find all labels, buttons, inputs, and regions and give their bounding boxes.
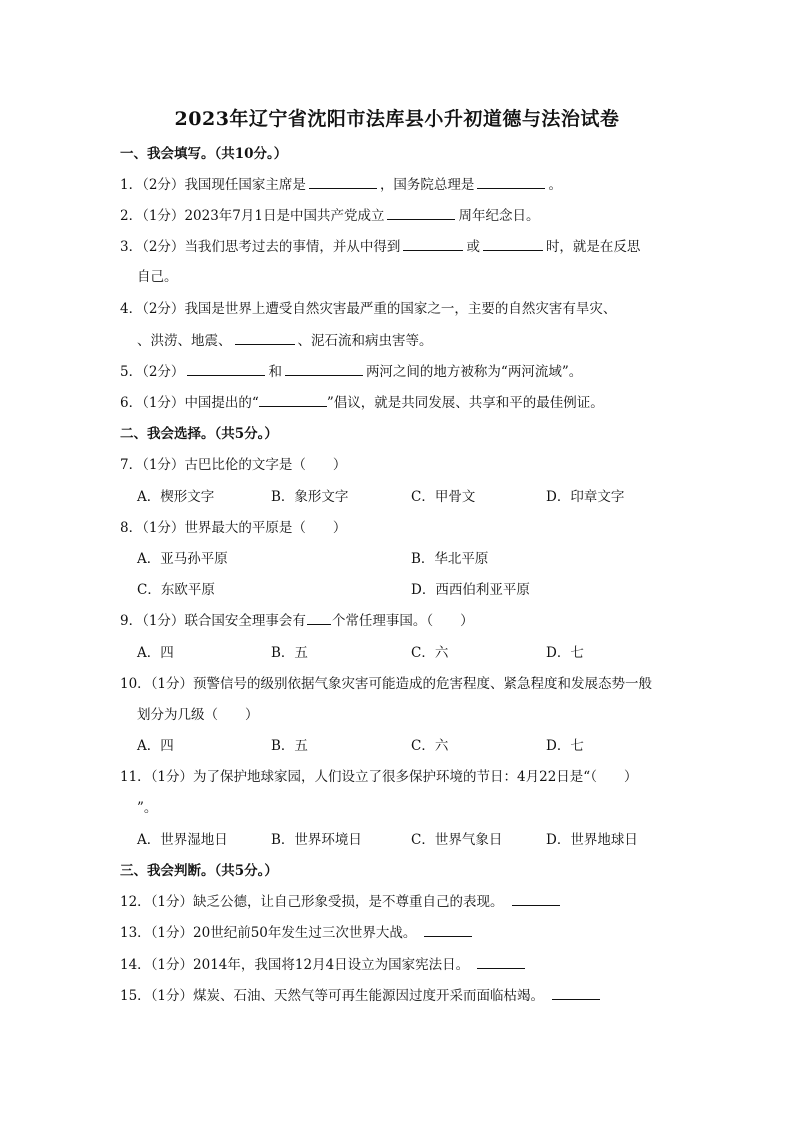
option-a[interactable]: A．世界湿地日 — [137, 832, 228, 848]
option-d[interactable]: D．世界地球日 — [546, 832, 638, 848]
exam-title: 2023年辽宁省沈阳市法库县小升初道德与法治试卷 — [174, 108, 620, 130]
question-10-continued: 划分为几级（ ） — [137, 707, 259, 723]
answer-blank[interactable] — [477, 954, 525, 969]
answer-blank[interactable] — [403, 236, 463, 251]
question-3-continued: 自己。 — [137, 269, 178, 285]
question-4-continued: 、洪涝、地震、 、泥石流和病虫害等。 — [137, 330, 433, 352]
answer-blank[interactable] — [285, 361, 363, 376]
option-c[interactable]: C．六 — [411, 738, 449, 754]
question-3: 3．（2分）当我们思考过去的事情，并从中得到 或 时，就是在反思 — [120, 236, 640, 258]
option-d[interactable]: D．七 — [546, 645, 584, 661]
option-c[interactable]: C．东欧平原 — [137, 582, 215, 598]
option-a[interactable]: A．四 — [137, 645, 174, 661]
question-10: 10．（1分）预警信号的级别依据气象灾害可能造成的危害程度、紧急程度和发展态势一般 — [120, 676, 653, 692]
answer-blank[interactable] — [259, 392, 327, 407]
question-5: 5．（2分） 和 两河之间的地方被称为“两河流域”。 — [120, 361, 582, 383]
question-11-continued: ”。 — [137, 800, 158, 816]
option-c[interactable]: C．六 — [411, 645, 449, 661]
answer-blank[interactable] — [187, 361, 265, 376]
option-b[interactable]: B．华北平原 — [411, 551, 489, 567]
option-a[interactable]: A．四 — [137, 738, 174, 754]
question-13: 13．（1分）20世纪前50年发生过三次世界大战。 — [120, 922, 475, 944]
option-b[interactable]: B．象形文字 — [271, 489, 349, 505]
answer-blank[interactable] — [512, 891, 560, 906]
option-a[interactable]: A．楔形文字 — [137, 489, 215, 505]
question-1: 1．（2分）我国现任国家主席是 ，国务院总理是 。 — [120, 174, 562, 196]
question-7: 7．（1分）古巴比伦的文字是（ ） — [120, 457, 347, 473]
question-9: 9．（1分）联合国安全理事会有 个常任理事国。（ ） — [120, 610, 474, 632]
question-2: 2．（1分）2023年7月1日是中国共产党成立 周年纪念日。 — [120, 205, 539, 227]
option-a[interactable]: A．亚马孙平原 — [137, 551, 228, 567]
option-d[interactable]: D．西西伯利亚平原 — [411, 582, 530, 598]
option-b[interactable]: B．五 — [271, 645, 308, 661]
answer-blank[interactable] — [235, 330, 295, 345]
option-c[interactable]: C．世界气象日 — [411, 832, 503, 848]
question-14: 14．（1分）2014年，我国将12月4日设立为国家宪法日。 — [120, 954, 528, 976]
option-d[interactable]: D．七 — [546, 738, 584, 754]
section-heading-judge: 三、我会判断。（共5分。） — [120, 863, 278, 879]
option-c[interactable]: C．甲骨文 — [411, 489, 476, 505]
option-d[interactable]: D．印章文字 — [546, 489, 625, 505]
answer-blank[interactable] — [552, 985, 600, 1000]
answer-blank[interactable] — [307, 610, 331, 625]
question-8: 8．（1分）世界最大的平原是（ ） — [120, 520, 347, 536]
question-11: 11．（1分）为了保护地球家园，人们设立了很多保护环境的节日：4月22日是“（ ） — [120, 769, 638, 785]
answer-blank[interactable] — [387, 205, 455, 220]
answer-blank[interactable] — [424, 922, 472, 937]
section-heading-choice: 二、我会选择。（共5分。） — [120, 426, 278, 442]
option-b[interactable]: B．五 — [271, 738, 308, 754]
question-4: 4．（2分）我国是世界上遭受自然灾害最严重的国家之一，主要的自然灾害有旱灾、 — [120, 301, 617, 317]
answer-blank[interactable] — [309, 174, 377, 189]
question-12: 12．（1分）缺乏公德，让自己形象受损，是不尊重自己的表现。 — [120, 891, 563, 913]
answer-blank[interactable] — [477, 174, 545, 189]
question-15: 15．（1分）煤炭、石油、天然气等可再生能源因过度开采而面临枯竭。 — [120, 985, 603, 1007]
option-b[interactable]: B．世界环境日 — [271, 832, 362, 848]
section-heading-fill: 一、我会填写。（共10分。） — [120, 146, 288, 162]
answer-blank[interactable] — [483, 236, 543, 251]
question-6: 6．（1分）中国提出的“ ”倡议，就是共同发展、共享和平的最佳例证。 — [120, 392, 604, 414]
